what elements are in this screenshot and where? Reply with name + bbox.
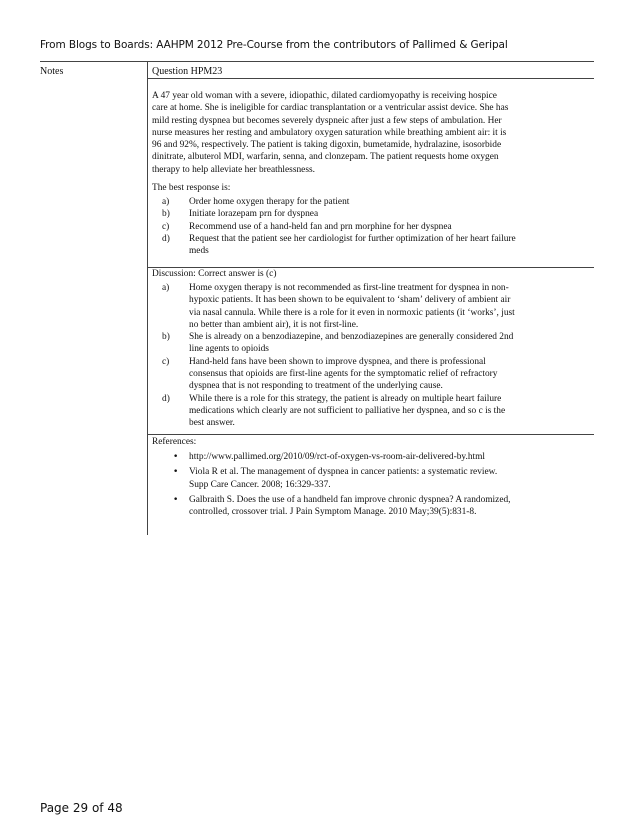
table-top-rule <box>40 61 594 62</box>
discussion-item-d <box>152 393 592 430</box>
list-marker: c) <box>162 356 170 367</box>
text-line: care at home. She is ineligible for cardiac transplantation or a ventricular assist device. She has <box>152 103 509 114</box>
list-marker: c) <box>162 221 170 232</box>
text-line: via nasal cannula. While there is a role for it even in normoxic patients (it ‘works’, just <box>189 307 515 318</box>
text-line: A 47 year old woman with a severe, idiopathic, dilated cardiomyopathy is receiving hospice <box>152 91 497 101</box>
list-marker: d) <box>162 393 170 404</box>
text-line: medications which clearly are not sufficient to palliative her dyspnea, and so c is the <box>189 405 506 416</box>
bullet-icon: • <box>173 452 179 462</box>
list-item-text <box>189 331 592 356</box>
discussion-top-rule <box>147 267 594 268</box>
list-item-text <box>189 356 592 393</box>
notes-column-label: Notes <box>40 66 64 77</box>
text-line: Hand-held fans have been shown to improve dyspnea, and there is professional <box>189 356 486 367</box>
text-line: nurse measures her resting and ambulatory oxygen saturation while breathing ambient air: it is <box>152 127 507 138</box>
page-number: Page 29 of 48 <box>40 801 123 815</box>
reference-item <box>152 451 592 463</box>
list-item-text <box>189 221 592 233</box>
list-marker: b) <box>162 209 170 220</box>
text-line: Viola R et al. The management of dyspnea in cancer patients: a systematic review. <box>189 467 498 478</box>
answer-prompt: The best response is: <box>152 183 231 193</box>
question-stem <box>152 90 584 176</box>
text-line: She is already on a benzodiazepine, and benzodiazepines are generally considered 2nd <box>189 332 514 343</box>
reference-item <box>152 466 592 491</box>
list-item-text <box>189 393 592 430</box>
text-line: Home oxygen therapy is not recommended as first-line treatment for dyspnea in non- <box>189 283 509 293</box>
list-marker: b) <box>162 332 170 343</box>
reference-text <box>189 494 592 519</box>
list-item-text <box>189 282 592 331</box>
text-line: consensus that opioids are first-line agents for the symptomatic relief of refractory <box>189 369 498 380</box>
discussion-item-a <box>152 282 592 331</box>
text-line: no better than ambient air), it is not first-line. <box>189 319 359 330</box>
list-marker: d) <box>162 233 170 244</box>
references-top-rule <box>147 434 594 435</box>
page-header-title: From Blogs to Boards: AAHPM 2012 Pre-Course from the contributors of Pallimed & Geripal <box>40 39 508 51</box>
reference-item <box>152 494 592 519</box>
discussion-item-c <box>152 356 592 393</box>
text-line: Initiate lorazepam prn for dyspnea <box>189 209 319 220</box>
text-line: http://www.pallimed.org/2010/09/rct-of-oxygen-vs-room-air-delivered-by.html <box>189 452 486 462</box>
list-marker: a) <box>162 197 170 207</box>
text-line: meds <box>189 246 209 257</box>
bullet-icon: • <box>173 494 179 505</box>
text-line: Galbraith S. Does the use of a handheld fan improve chronic dyspnea? A randomized, <box>189 494 511 505</box>
column-divider <box>147 62 148 535</box>
answer-option-d <box>152 233 592 258</box>
question-title-rule <box>147 78 594 79</box>
text-line: therapy to help alleviate her breathlessness. <box>152 164 315 175</box>
reference-text <box>189 466 592 491</box>
text-line: mild resting dyspnea but becomes severely dyspneic after just a few steps of ambulation. Her <box>152 115 502 126</box>
list-item-text <box>189 208 592 220</box>
list-item-text <box>189 196 592 208</box>
answer-option-c <box>152 221 592 233</box>
text-line: Supp Care Cancer. 2008; 16:329-337. <box>189 479 331 490</box>
text-line: hypoxic patients. It has been shown to be equivalent to ‘sham’ delivery of ambient air <box>189 295 511 306</box>
text-line: line agents to opioids <box>189 344 269 355</box>
references-label: References: <box>152 437 197 447</box>
text-line: While there is a role for this strategy, the patient is already on multiple heart failure <box>189 393 502 404</box>
text-line: best answer. <box>189 418 235 429</box>
question-title: Question HPM23 <box>152 66 223 77</box>
reference-text <box>189 451 592 463</box>
text-line: Recommend use of a hand-held fan and prn morphine for her dyspnea <box>189 221 452 232</box>
answer-options <box>152 196 592 257</box>
references-list <box>152 451 592 521</box>
text-line: Request that the patient see her cardiologist for further optimization of her heart failure <box>189 233 516 244</box>
text-line: Order home oxygen therapy for the patient <box>189 197 350 207</box>
answer-option-a <box>152 196 592 208</box>
list-item-text <box>189 233 592 258</box>
discussion-items <box>152 282 592 430</box>
discussion-label: Discussion: Correct answer is (c) <box>152 269 277 279</box>
list-marker: a) <box>162 283 170 293</box>
answer-option-b <box>152 208 592 220</box>
discussion-item-b <box>152 331 592 356</box>
text-line: controlled, crossover trial. J Pain Symptom Manage. 2010 May;39(5):831-8. <box>189 507 477 518</box>
bullet-icon: • <box>173 467 179 478</box>
text-line: dyspnea that is not responding to treatment of the underlying cause. <box>189 381 443 392</box>
text-line: 96 and 92%, respectively. The patient is taking digoxin, bumetamide, hydralazine, isosorbide <box>152 140 502 151</box>
text-line: dinitrate, albuterol MDI, warfarin, senna, and clonzepam. The patient requests home oxygen <box>152 152 499 163</box>
